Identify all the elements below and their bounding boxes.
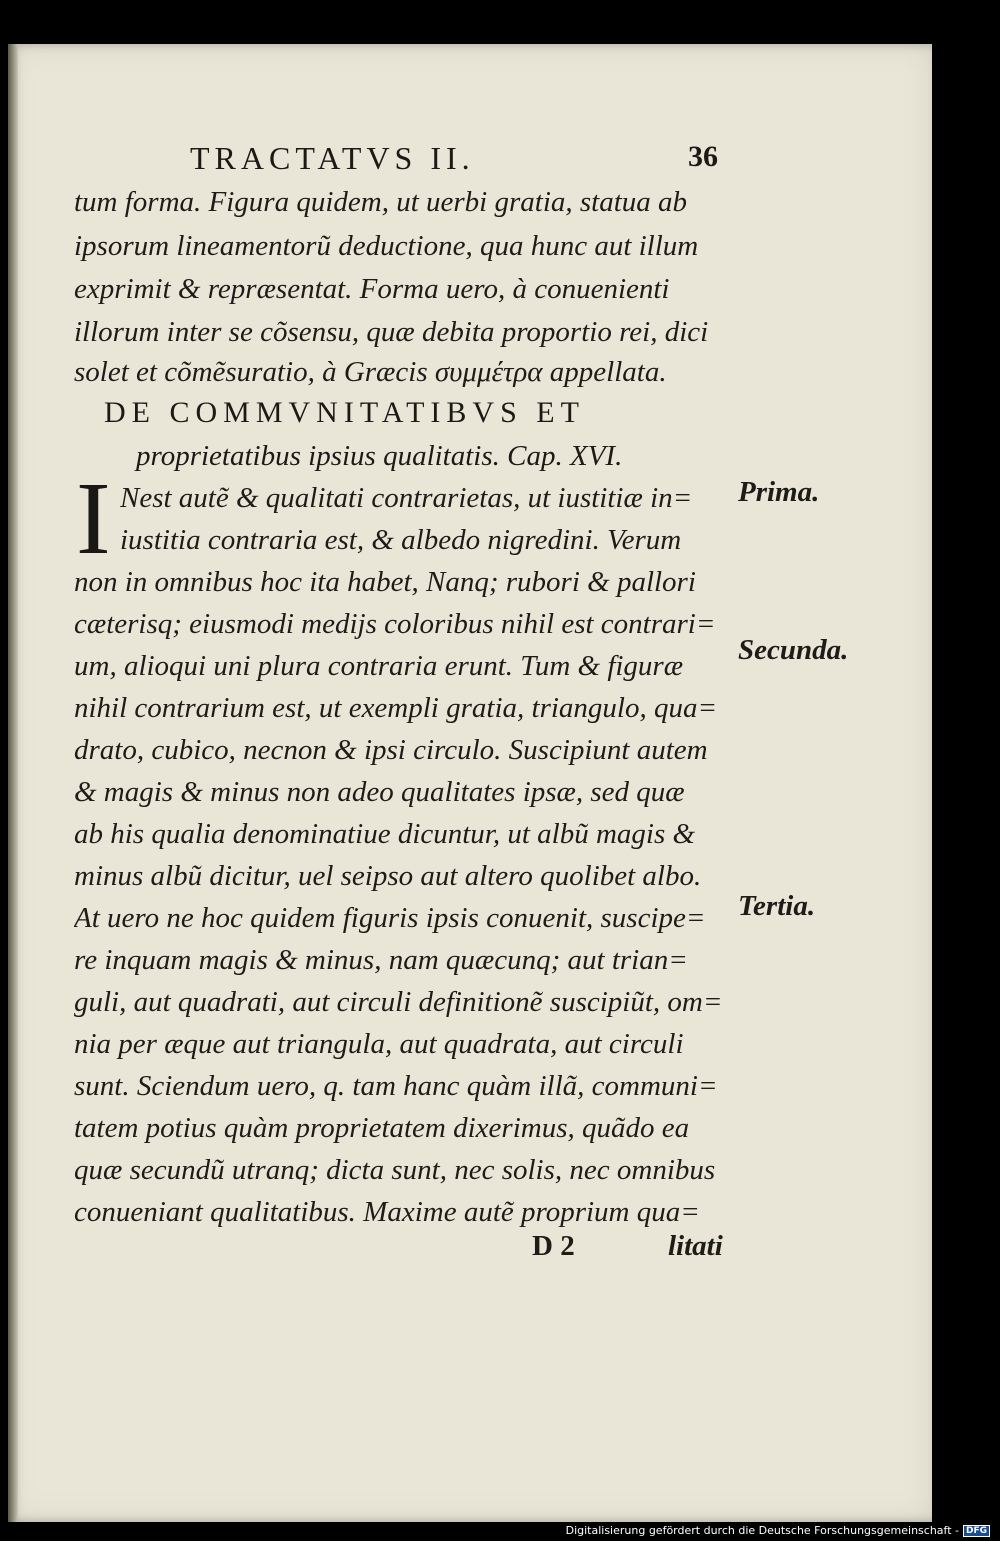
credit-text: Digitalisierung gefördert durch die Deutsche Forschungsgemeinschaft - xyxy=(565,1524,959,1537)
book-page xyxy=(8,44,932,1522)
chapter-subheading: proprietatibus ipsius qualitatis. Cap. XVI. xyxy=(136,440,623,472)
catchword: litati xyxy=(668,1230,723,1262)
text-line: sunt. Sciendum uero, q. tam hanc quàm illã, communi= xyxy=(74,1070,718,1102)
dfg-logo-icon: DFG xyxy=(963,1525,990,1537)
text-line: iustitia contraria est, & albedo nigredini. Verum xyxy=(120,524,682,556)
text-line: minus albũ dicitur, uel seipso aut altero quolibet albo. xyxy=(74,860,702,892)
chapter-heading: DE COMMVNITATIBVS ET xyxy=(104,396,585,429)
margin-note-secunda: Secunda. xyxy=(738,634,849,666)
text-line: conueniant qualitatibus. Maxime autẽ proprium qua= xyxy=(74,1196,700,1228)
text-line: re inquam magis & minus, nam quæcunq; aut trian= xyxy=(74,944,688,976)
text-line: tum forma. Figura quidem, ut uerbi gratia, statua ab xyxy=(74,186,688,218)
signature-mark: D 2 xyxy=(532,1230,575,1262)
text-line: ipsorum lineamentorũ deductione, qua hunc aut illum xyxy=(74,230,699,262)
margin-note-prima: Prima. xyxy=(738,476,820,508)
text-line: nihil contrarium est, ut exempli gratia, triangulo, qua= xyxy=(74,692,718,724)
text-line: ab his qualia denominatiue dicuntur, ut albũ magis & xyxy=(74,818,696,850)
text-line: & magis & minus non adeo qualitates ipsæ, sed quæ xyxy=(74,776,685,808)
text-line: illorum inter se cõsensu, quæ debita proportio rei, dici xyxy=(74,316,709,348)
running-title: TRACTATVS II. xyxy=(190,140,475,176)
text-line: solet et cõmẽsuratio, à Græcis συμμέτρα appellata. xyxy=(74,356,667,388)
text-line: Nest autẽ & qualitati contrarietas, ut iustitiæ in= xyxy=(120,482,693,514)
text-line: exprimit & repræsentat. Forma uero, à conuenienti xyxy=(74,273,670,305)
text-line: cæterisq; eiusmodi medijs coloribus nihil est contrari= xyxy=(74,608,716,640)
text-line: quæ secundũ utranq; dicta sunt, nec solis, nec omnibus xyxy=(74,1154,716,1186)
page-spine-shadow xyxy=(8,44,18,1522)
digitization-credit xyxy=(566,1524,990,1537)
margin-note-tertia: Tertia. xyxy=(738,890,816,922)
page-header xyxy=(8,140,932,182)
page-number: 36 xyxy=(688,140,718,173)
text-line: tatem potius quàm proprietatem dixerimus, quãdo ea xyxy=(74,1112,690,1144)
text-line: drato, cubico, necnon & ipsi circulo. Suscipiunt autem xyxy=(74,734,708,766)
text-line: At uero ne hoc quidem figuris ipsis conuenit, suscipe= xyxy=(74,902,706,934)
text-line: non in omnibus hoc ita habet, Nanq; rubori & pallori xyxy=(74,566,696,598)
text-line: guli, aut quadrati, aut circuli definitionẽ suscipiũt, om= xyxy=(74,986,723,1018)
text-line: um, alioqui uni plura contraria erunt. Tum & figuræ xyxy=(74,650,684,682)
drop-capital: I xyxy=(76,461,111,576)
text-line: nia per æque aut triangula, aut quadrata, aut circuli xyxy=(74,1028,684,1060)
